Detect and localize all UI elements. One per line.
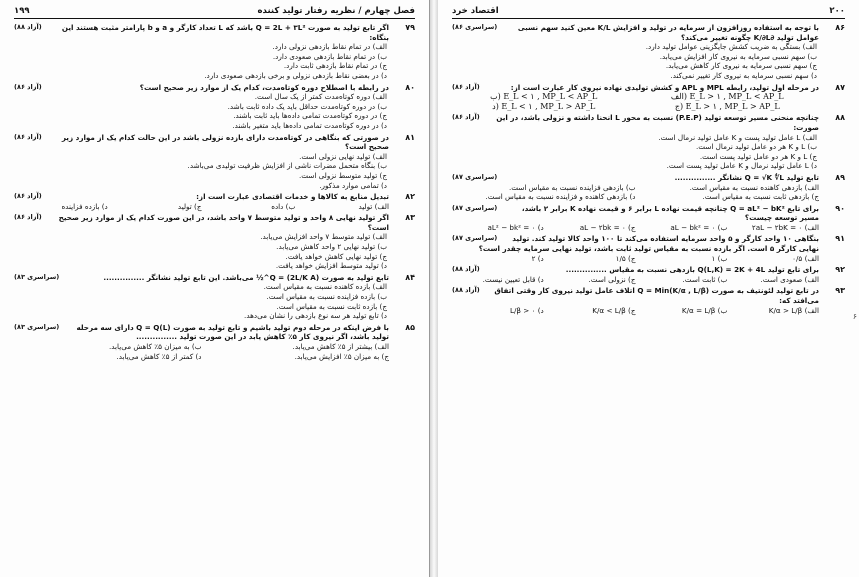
answer-option: ب) بنگاه متحمل مضرات ناشی از افزایش ظرفیت تولیدی می‌باشد.	[187, 161, 387, 171]
answer-option: ج) K/α < L/β	[592, 305, 636, 315]
question-body	[452, 286, 819, 315]
question-number: ۹۰	[835, 203, 845, 213]
answer-option: ب) در تمام نقاط بازدهی صعودی دارد.	[272, 51, 387, 61]
question-item	[452, 113, 845, 171]
options-row	[452, 183, 819, 193]
left-question-list	[14, 23, 415, 361]
answer-option: الف) بستگی به ضریب کشش جایگزینی عوامل تولید دارد.	[645, 42, 817, 52]
answer-option: الف) L عامل تولید پست و K عامل تولید نرمال است.	[658, 132, 817, 142]
question-source: (آزاد ۸۶)	[14, 132, 42, 141]
question-stem	[452, 286, 819, 305]
question-item	[14, 83, 415, 131]
question-number: ۹۳	[835, 286, 845, 296]
answer-option: ج) تولید نهایی کاهش خواهد یافت.	[285, 251, 387, 261]
answer-option: ج) E_L > ۱ , MP_L > AP_L	[674, 101, 780, 111]
question-stem-text: برای تابع Q = aL² − bK² چنانچه قیمت نهاده L برابر ۶ و قیمت نهاده K برابر ۲ باشد، مسیر توسعه چیست؟	[521, 203, 819, 223]
question-stem-text: در صورتی که بنگاهی در کوتاه‌مدت دارای بازده نزولی باشد در این حالت کدام یک از موارد زیر صحیح است؟	[61, 132, 389, 152]
answer-option: ج) تولید متوسط نزولی است.	[299, 170, 387, 180]
answer-option: د) قابل تعیین نیست.	[482, 274, 544, 284]
question-item	[14, 213, 415, 271]
question-source: (سراسری ۸۷)	[452, 172, 498, 181]
answer-option: الف) تولید نهایی نزولی است.	[299, 151, 387, 161]
question-stem-text: در رابطه با اصطلاح دوره کوتاه‌مدت، کدام یک از موارد زیر صحیح است؟	[139, 82, 389, 92]
right-question-list	[452, 23, 845, 315]
answer-option: د) تولید متوسط افزایش خواهد یافت.	[275, 261, 387, 271]
question-body	[14, 192, 389, 211]
question-stem	[14, 192, 389, 202]
question-number: ۸۸	[835, 113, 845, 123]
options-row	[452, 192, 819, 202]
question-body	[452, 113, 819, 171]
question-item	[14, 273, 415, 321]
answer-option: ج) بازدهی ثابت نسبت به مقیاس است.	[702, 192, 819, 202]
answer-option: ج) aL − ۲bk = ۰	[579, 222, 636, 232]
answer-option: ج) تولید	[177, 201, 202, 211]
answer-option: ج) L و K هر دو عامل تولید پست است.	[699, 151, 817, 161]
question-source: (سراسری ۸۳)	[14, 322, 60, 331]
question-number: ۸۶	[835, 23, 845, 32]
question-stem-text: تابع تولید Q = √K ∜L نشانگر ...............	[674, 172, 819, 182]
answer-option: ج) در تمام نقاط بازدهی ثابت دارد.	[283, 61, 387, 71]
answer-option: الف) دوره کوتاه‌مدت کمتر از یک سال است.	[254, 92, 387, 102]
question-stem	[452, 113, 819, 132]
question-number: ۷۹	[405, 23, 415, 32]
question-stem	[14, 213, 389, 232]
left-page-number: ۱۹۹	[14, 6, 30, 16]
answer-option: د) aL² − bk² = ۰	[487, 222, 544, 232]
answer-option: د) تابع تولید هر سه نوع بازدهی را نشان می‌دهد.	[244, 311, 387, 321]
question-stem-text: در مرحله اول تولید، رابطه MPL و APL و کشش تولیدی نهاده نیروی کار عبارت است از:	[510, 82, 819, 92]
answer-option: الف) صعودی است.	[760, 274, 819, 284]
answer-option: ب) ثابت است.	[682, 274, 728, 284]
question-source: (آزاد ۸۶)	[14, 213, 42, 222]
question-body	[452, 234, 819, 263]
question-stem-text: تبدیل منابع به کالاها و خدمات اقتصادی عبارت است از:	[196, 192, 389, 202]
question-number: ۸۴	[405, 272, 415, 282]
question-item	[14, 133, 415, 191]
question-item	[14, 192, 415, 211]
options-row	[452, 275, 819, 285]
question-stem-text: تابع تولید به صورت Q = (2L/K A)^½ می‌باشد. این تابع تولید نشانگر ...............	[103, 272, 389, 282]
question-source: (آزاد ۸۸)	[14, 23, 42, 31]
right-page-number: ۲۰۰	[829, 6, 845, 16]
answer-option: د) بازده فزاینده	[61, 201, 108, 211]
book-gutter	[430, 0, 438, 577]
question-stem-text: اگر تابع تولید به صورت Q = 2L + ۳L² باشد که L تعداد کارگر و a و b پارامتر مثبت هستند این بنگاه:	[61, 23, 389, 42]
question-source: (آزاد ۸۶)	[452, 113, 480, 122]
answer-option: الف) ۰/۵	[792, 253, 819, 263]
answer-option: د) در بعضی نقاط بازدهی نزولی و برخی بازدهی صعودی دارد.	[204, 70, 387, 80]
question-stem	[452, 204, 819, 223]
question-stem	[14, 23, 389, 42]
options-row	[452, 92, 819, 102]
question-body	[14, 83, 389, 131]
question-number: ۹۱	[835, 234, 845, 244]
answer-option: الف) ۲aL − ۲bK = ۰	[751, 222, 819, 232]
answer-option: ج) نزولی است.	[588, 274, 636, 284]
question-stem-text: در تابع تولید لئونتیف به صورت Q = Min(K/α , L/β) اتلاف عامل تولید نیروی کار وقتی اتفاق می‌افتد که:	[494, 286, 819, 306]
question-number: ۸۲	[405, 192, 415, 202]
question-stem-text: اگر تولید نهایی ۸ واحد و تولید متوسط ۷ واحد باشد، در این صورت کدام یک از موارد زیر صحیح است؟	[58, 213, 389, 232]
answer-option: ب) aL − bk² = ۰	[670, 222, 728, 232]
answer-option: ب) K/α = L/β	[681, 305, 728, 315]
answer-option: الف) بازدهی کاهنده نسبت به مقیاس است.	[689, 182, 819, 192]
question-stem	[452, 23, 819, 42]
question-stem	[14, 133, 389, 152]
answer-option: ب) داده	[271, 201, 296, 211]
answer-option: ج) در دوره کوتاه‌مدت تمامی داده‌ها باید ثابت باشند.	[233, 111, 387, 121]
question-source: (سراسری ۸۶)	[452, 23, 498, 31]
question-item	[452, 83, 845, 112]
options-row	[14, 352, 389, 362]
answer-option: ج) سهم نسبی سرمایه به نیروی کار کاهش می‌یابد.	[665, 61, 817, 71]
question-source: (آزاد ۸۶)	[452, 82, 480, 91]
answer-option: د) تمامی موارد مذکور.	[319, 180, 387, 190]
question-body	[14, 213, 389, 271]
question-number: ۸۳	[405, 213, 415, 223]
question-item	[452, 265, 845, 284]
question-body	[452, 83, 819, 112]
answer-option: د) سهم نسبی سرمایه به نیروی کار تغییر نمی‌کند.	[670, 70, 817, 80]
answer-option: الف) K/α > L/β	[768, 305, 819, 315]
question-item	[452, 173, 845, 202]
answer-option: ب) در دوره کوتاه‌مدت حداقل باید یک داده ثابت باشد.	[227, 101, 387, 111]
question-stem	[14, 323, 389, 342]
answer-option: الف) بازده کاهنده نسبت به مقیاس است.	[263, 282, 387, 292]
answer-option: ب) بازدهی فزاینده نسبت به مقیاس است.	[508, 182, 636, 192]
question-stem-text: بنگاهی ۱۰ واحد کارگر و ۵ واحد سرمایه استفاده می‌کند تا ۱۰۰ واحد کالا تولید کند. تولید نهایی کارگر ۵ است. اگر بازده نسبت به مقیاس تولید ثابت باشد، تولید نهایی سرمایه چقدر است؟	[478, 234, 819, 254]
question-stem-text: چنانچه منحنی مسیر توسعه تولید (P.E.P) نسبت به محور L انحنا داشته و نزولی باشد، در این صورت:	[496, 113, 819, 132]
answer-option: د) L/β > ۰	[509, 305, 544, 315]
left-page-header	[14, 6, 415, 19]
question-number: ۸۵	[405, 322, 415, 332]
answer-option: د) کمتر از ۵٪ کاهش می‌یابد.	[116, 351, 202, 361]
answer-option: ب) ۱	[711, 253, 728, 263]
question-body	[14, 273, 389, 321]
right-header-title: اقتصاد خرد	[452, 6, 499, 16]
question-number: ۸۱	[405, 132, 415, 142]
options-row	[14, 342, 389, 352]
question-body	[452, 204, 819, 233]
question-source: (آزاد ۸۸)	[452, 286, 480, 295]
answer-option: د) ۲	[531, 253, 544, 263]
answer-option: الف) E_L > ۱ , MP_L < AP_L	[670, 92, 784, 102]
answer-option: ب) L و K هر دو عامل تولید نرمال است.	[696, 142, 817, 152]
question-source: (سراسری ۸۷)	[452, 203, 498, 212]
options-row	[452, 254, 819, 264]
question-item	[452, 204, 845, 233]
options-row	[452, 306, 819, 316]
question-stem	[14, 273, 389, 283]
question-body	[452, 265, 819, 284]
question-stem	[452, 265, 819, 275]
question-source: (آزاد ۸۶)	[14, 82, 42, 91]
answer-option: الف) تولید	[358, 201, 389, 211]
question-source: (آزاد ۸۶)	[14, 192, 42, 201]
answer-option: الف) بیشتر از ۵٪ کاهش می‌یابد.	[292, 342, 389, 351]
question-stem	[14, 83, 389, 93]
question-item	[452, 23, 845, 81]
question-number: ۸۰	[405, 82, 415, 92]
question-number: ۹۲	[835, 265, 845, 275]
question-body	[452, 23, 819, 81]
options-row	[14, 202, 389, 212]
answer-option: ب) به میزان ۵٪ کاهش می‌یابد.	[108, 342, 202, 351]
question-source: (آزاد ۸۸)	[452, 265, 480, 274]
question-item	[452, 234, 845, 263]
margin-mark: ۶	[852, 312, 857, 321]
question-stem-text: با توجه به استفاده روزافزون از سرمایه در تولید و افزایش K/L معین کنید سهم نسبی عوامل تولید ∂K/∂L چگونه تغییر می‌کند؟	[517, 23, 819, 42]
question-body	[14, 133, 389, 191]
question-body	[452, 173, 819, 202]
answer-option: الف) در تمام نقاط بازدهی نزولی دارد.	[272, 42, 387, 52]
question-number: ۸۹	[835, 172, 845, 182]
question-source: (سراسری ۸۳)	[14, 272, 60, 281]
right-page	[438, 0, 859, 577]
question-stem	[452, 234, 819, 253]
answer-option: ج) بازده ثابت نسبت به مقیاس است.	[276, 301, 387, 311]
question-stem-text: برای تابع تولید Q(L,K) = 2K + 4L بازدهی نسبت به مقیاس ...............	[565, 265, 819, 275]
question-number: ۸۷	[835, 82, 845, 92]
answer-option: ج) ۱/۵	[615, 253, 636, 263]
answer-option: د) بازدهی کاهنده و فزاینده نسبت به مقیاس است.	[485, 192, 636, 202]
answer-option: ب) سهم نسبی سرمایه به نیروی کار افزایش می‌یابد.	[659, 51, 817, 61]
question-stem	[452, 173, 819, 183]
question-body	[14, 23, 389, 81]
answer-option: ب) بازده فزاینده نسبت به مقیاس است.	[266, 292, 387, 302]
options-row	[452, 102, 819, 112]
answer-option: ب) تولید نهایی ۲ واحد کاهش می‌یابد.	[276, 242, 387, 252]
answer-option: ب) E_L < ۱ , MP_L < AP_L	[490, 92, 598, 102]
question-item	[14, 23, 415, 81]
left-header-title: فصل چهارم / نظریه رفتار تولید کننده	[257, 6, 415, 16]
question-source: (سراسری ۸۷)	[452, 234, 498, 243]
question-item	[14, 323, 415, 361]
answer-option: ج) به میزان ۵٪ افزایش می‌یابد.	[294, 351, 389, 361]
question-body	[14, 323, 389, 361]
answer-option: د) در دوره کوتاه‌مدت تمامی داده‌ها باید متغیر باشند.	[232, 120, 387, 130]
right-page-header	[452, 6, 845, 19]
answer-option: د) L عامل تولید نرمال و K عامل تولید پست است.	[666, 161, 817, 171]
question-stem	[452, 83, 819, 93]
options-row	[452, 223, 819, 233]
answer-option: د) E_L < ۱ , MP_L > AP_L	[492, 101, 596, 111]
question-item	[452, 286, 845, 315]
answer-option: الف) تولید متوسط ۷ واحد افزایش می‌یابد.	[260, 232, 387, 242]
question-stem-text: با فرض اینکه در مرحله دوم تولید باشیم و تابع تولید به صورت Q = Q(L) دارای سه مرحله تولید باشد، اگر نیروی کار ۵٪ کاهش یابد در این صورت تولید ...............	[76, 322, 389, 342]
